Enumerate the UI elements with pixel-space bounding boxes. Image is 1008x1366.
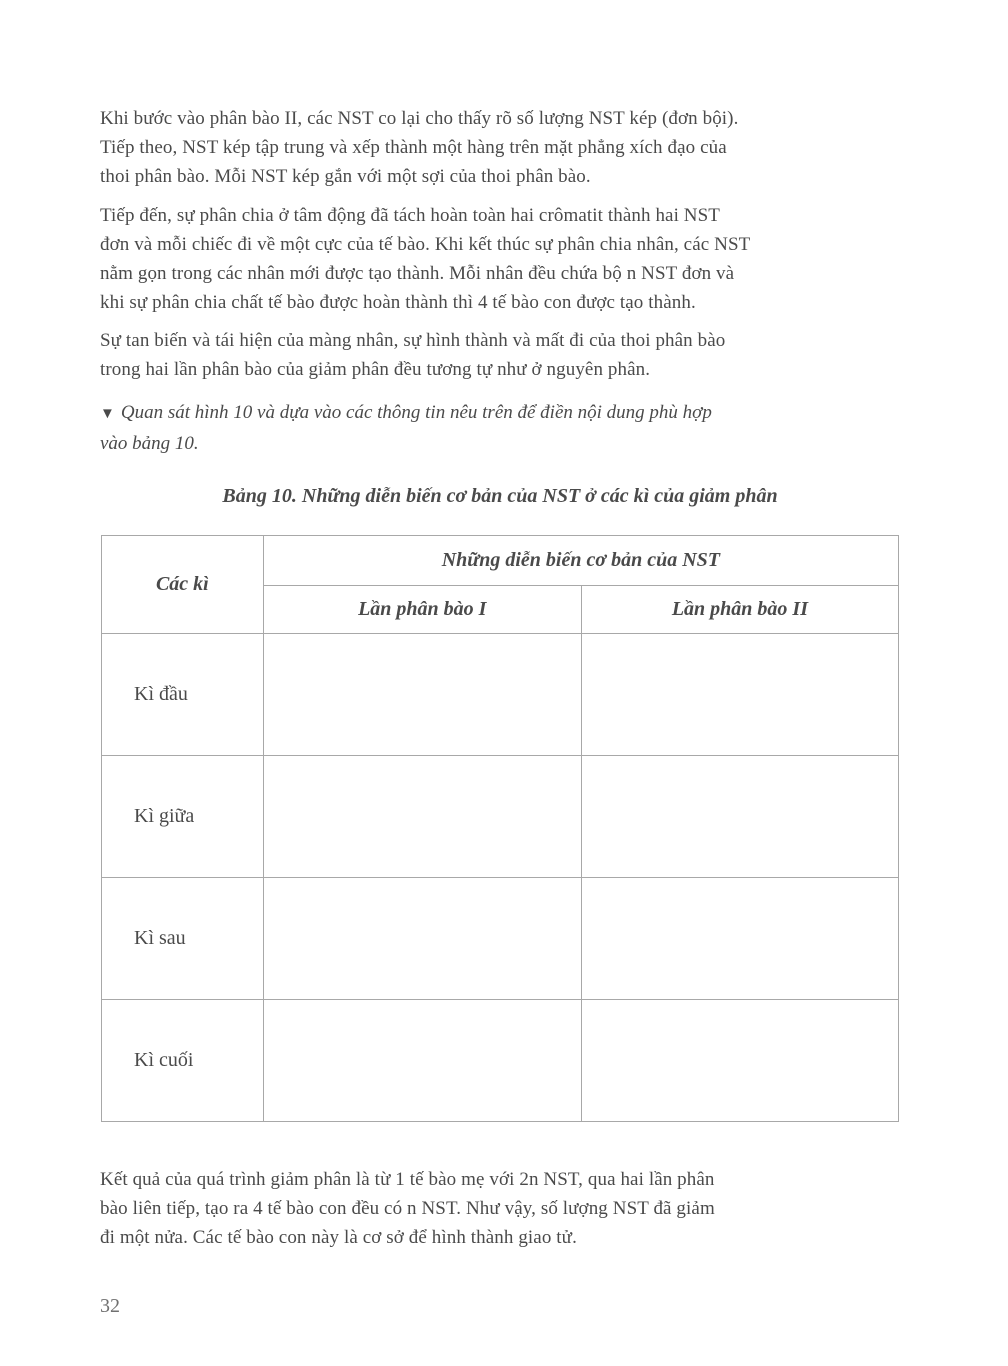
text-line: vào bảng 10. <box>100 433 199 454</box>
text-line: trong hai lần phân bào của giảm phân đều tương tự như ở nguyên phân. <box>100 359 651 380</box>
table-cell-empty <box>581 878 898 1000</box>
phase-label: Kì cuối <box>102 1000 264 1122</box>
page-number: 32 <box>100 1295 120 1317</box>
text-line: Tiếp theo, NST kép tập trung và xếp thành một hàng trên mặt phẳng xích đạo của <box>100 137 727 158</box>
text-line: Khi bước vào phân bào II, các NST co lại cho thấy rõ số lượng NST kép (đơn bội). <box>100 108 739 129</box>
table-cell-empty <box>263 756 581 878</box>
text-line: bào liên tiếp, tạo ra 4 tế bào con đều có n NST. Như vậy, số lượng NST đã giảm <box>100 1198 715 1219</box>
table-cell-empty <box>263 1000 581 1122</box>
text-line: nằm gọn trong các nhân mới được tạo thành. Mỗi nhân đều chứa bộ n NST đơn và <box>100 263 735 284</box>
table-row <box>102 1000 899 1122</box>
text-line <box>100 398 900 429</box>
table-cell-empty <box>581 756 898 878</box>
group-header: Những diễn biến cơ bản của NST <box>263 536 898 586</box>
paragraph-anaphase <box>100 201 900 317</box>
table-cell-empty <box>581 634 898 756</box>
table-row <box>102 634 899 756</box>
paragraph-conclusion <box>100 1165 900 1252</box>
task-text: Quan sát hình 10 và dựa vào các thông tin nêu trên để điền nội dung phù hợp <box>120 402 712 423</box>
table-cell-empty <box>263 634 581 756</box>
table-cell-empty <box>581 1000 898 1122</box>
triangle-marker-icon: ▼ <box>100 406 115 422</box>
phase-label: Kì giữa <box>102 756 264 878</box>
text-line: Kết quả của quá trình giảm phân là từ 1 tế bào mẹ với 2n NST, qua hai lần phân <box>100 1169 715 1190</box>
division-i-header: Lần phân bào I <box>263 586 581 634</box>
phase-label: Kì sau <box>102 878 264 1000</box>
phase-column-header: Các kì <box>102 536 264 634</box>
text-line: Tiếp đến, sự phân chia ở tâm động đã tách hoàn toàn hai crômatit thành hai NST <box>100 205 721 226</box>
table-row <box>102 878 899 1000</box>
text-line: đơn và mỗi chiếc đi về một cực của tế bào. Khi kết thúc sự phân chia nhân, các NST <box>100 234 751 255</box>
table-caption: Bảng 10. Những diễn biến cơ bản của NST ở các kì của giảm phân <box>222 485 778 507</box>
text-line: đi một nửa. Các tế bào con này là cơ sở để hình thành giao tử. <box>100 1227 577 1248</box>
phase-label: Kì đầu <box>102 634 264 756</box>
text-line: khi sự phân chia chất tế bào được hoàn thành thì 4 tế bào con được tạo thành. <box>100 292 696 313</box>
division-ii-header: Lần phân bào II <box>581 586 898 634</box>
meiosis-table <box>101 535 899 1122</box>
text-line: thoi phân bào. Mỗi NST kép gắn với một sợi của thoi phân bào. <box>100 166 591 187</box>
table-cell-empty <box>263 878 581 1000</box>
table-row <box>102 756 899 878</box>
task-instruction <box>100 398 900 458</box>
text-line: Sự tan biến và tái hiện của màng nhân, sự hình thành và mất đi của thoi phân bào <box>100 330 726 351</box>
paragraph-nuclear-membrane <box>100 326 900 384</box>
paragraph-meiosis-ii-start <box>100 104 900 191</box>
table-header-row <box>102 536 899 586</box>
